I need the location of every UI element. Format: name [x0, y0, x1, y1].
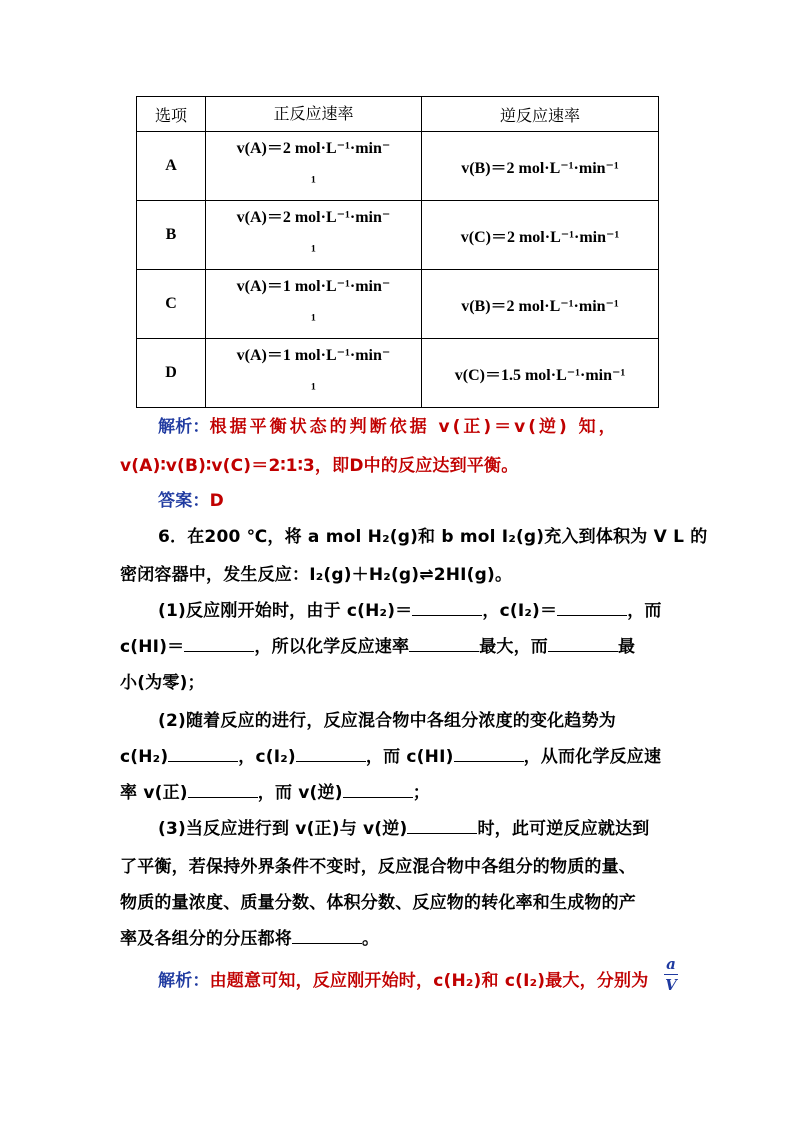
part-3-line-4: [120, 924, 379, 949]
header-option: 选项: [137, 97, 206, 132]
answer-blank[interactable]: [409, 635, 479, 652]
table-header-row: [137, 97, 659, 132]
table-row: [137, 270, 659, 339]
option-label: B: [137, 201, 206, 270]
answer-line: [158, 486, 224, 511]
answer-blank[interactable]: [292, 927, 362, 944]
reverse-rate-cell: v(C)＝2 mol·L⁻¹·min⁻¹: [422, 201, 659, 270]
part-1-text-g: 最: [618, 637, 636, 657]
analysis-label: 解析：: [158, 417, 210, 437]
table-row: [137, 339, 659, 408]
answer-blank[interactable]: [296, 745, 366, 762]
answer-blank[interactable]: [168, 745, 238, 762]
forward-rate-text: v(A)＝2 mol·L⁻¹·min⁻: [236, 209, 391, 226]
forward-rate-text: v(A)＝1 mol·L⁻¹·min⁻: [236, 347, 391, 364]
answer-blank[interactable]: [454, 745, 524, 762]
part-1-text-f: 最大，而: [479, 637, 548, 657]
fraction-a-over-v: [664, 955, 678, 994]
forward-rate-cell: [206, 270, 422, 339]
analysis-text: 根据平衡状态的判断依据 v(正)＝v(逆) 知，: [209, 417, 619, 437]
forward-rate-wrap: ¹: [311, 312, 316, 329]
part-2-text-g: ，而 v(逆): [257, 783, 343, 803]
forward-rate-cell: [206, 339, 422, 408]
reverse-rate-cell: v(B)＝2 mol·L⁻¹·min⁻¹: [422, 270, 659, 339]
part-2-line-3: [120, 778, 430, 803]
part-1-text-d: c(HI)＝: [120, 637, 185, 657]
part-1-line-1: [158, 596, 662, 621]
answer-value: D: [209, 491, 224, 511]
fraction-numerator: a: [666, 955, 676, 973]
question-6-line-2: 密闭容器中，发生反应：I₂(g)＋H₂(g)⇌2HI(g)。: [120, 565, 513, 585]
fraction-bar: [664, 974, 678, 975]
part-3-line-3: 物质的量浓度、质量分数、体积分数、反应物的转化率和生成物的产: [120, 893, 636, 913]
fraction-denominator: V: [665, 976, 677, 994]
analysis-label: 解析：: [158, 971, 210, 991]
part-2-text-e: ，从而化学反应速: [523, 747, 662, 767]
answer-blank[interactable]: [184, 635, 254, 652]
forward-rate-text: v(A)＝2 mol·L⁻¹·min⁻: [236, 140, 391, 157]
forward-rate-wrap: ¹: [311, 243, 316, 260]
part-2-line-2: [120, 742, 661, 767]
analysis-1-line-2: v(A)∶v(B)∶v(C)＝2∶1∶3，即D中的反应达到平衡。: [120, 456, 519, 476]
part-3-text-a: (3)当反应进行到 v(正)与 v(逆): [158, 819, 408, 839]
part-1-text-e: ，所以化学反应速率: [254, 637, 410, 657]
forward-rate-cell: [206, 201, 422, 270]
answer-blank[interactable]: [188, 781, 258, 798]
part-1-line-2: [120, 632, 635, 657]
option-label: A: [137, 132, 206, 201]
reverse-rate-cell: v(C)＝1.5 mol·L⁻¹·min⁻¹: [422, 339, 659, 408]
header-forward-rate: 正反应速率: [206, 97, 422, 132]
part-3-text-f: 。: [362, 929, 380, 949]
answer-blank[interactable]: [412, 599, 482, 616]
reverse-rate-cell: v(B)＝2 mol·L⁻¹·min⁻¹: [422, 132, 659, 201]
part-2-line-1: (2)随着反应的进行，反应混合物中各组分浓度的变化趋势为: [158, 711, 616, 731]
part-1-text-b: ，c(I₂)＝: [482, 601, 558, 621]
part-3-line-2: 了平衡，若保持外界条件不变时，反应混合物中各组分的物质的量、: [120, 857, 636, 877]
part-2-text-c: ，c(I₂): [238, 747, 296, 767]
analysis-1-line-1: [158, 412, 619, 437]
forward-rate-text: v(A)＝1 mol·L⁻¹·min⁻: [236, 278, 391, 295]
answer-blank[interactable]: [343, 781, 413, 798]
part-3-line-1: [158, 814, 649, 839]
table-row: [137, 132, 659, 201]
option-label: D: [137, 339, 206, 408]
part-3-text-b: 时，此可逆反应就达到: [477, 819, 650, 839]
option-label: C: [137, 270, 206, 339]
part-1-line-3: 小(为零)；: [120, 673, 205, 693]
answer-blank[interactable]: [548, 635, 618, 652]
part-2-text-b: c(H₂): [120, 747, 169, 767]
part-2-text-d: ，而 c(HI): [365, 747, 454, 767]
analysis-2-line: [158, 966, 648, 991]
question-6-line-1: 6．在200 ℃，将 a mol H₂(g)和 b mol I₂(g)充入到体积为 V L 的: [158, 527, 708, 547]
part-2-text-h: ；: [412, 783, 430, 803]
part-3-text-e: 率及各组分的分压都将: [120, 929, 292, 949]
forward-rate-wrap: ¹: [311, 174, 316, 191]
answer-blank[interactable]: [557, 599, 627, 616]
analysis-2-text: 由题意可知，反应刚开始时，c(H₂)和 c(I₂)最大，分别为: [209, 971, 649, 991]
answer-label: 答案：: [158, 491, 210, 511]
answer-blank[interactable]: [407, 817, 477, 834]
forward-rate-wrap: ¹: [311, 381, 316, 398]
forward-rate-cell: [206, 132, 422, 201]
header-reverse-rate: 逆反应速率: [422, 97, 659, 132]
part-1-text-a: (1)反应刚开始时，由于 c(H₂)＝: [158, 601, 413, 621]
part-2-text-f: 率 v(正): [120, 783, 188, 803]
table-row: [137, 201, 659, 270]
part-1-text-c: ，而: [627, 601, 662, 621]
options-table: [136, 96, 659, 408]
